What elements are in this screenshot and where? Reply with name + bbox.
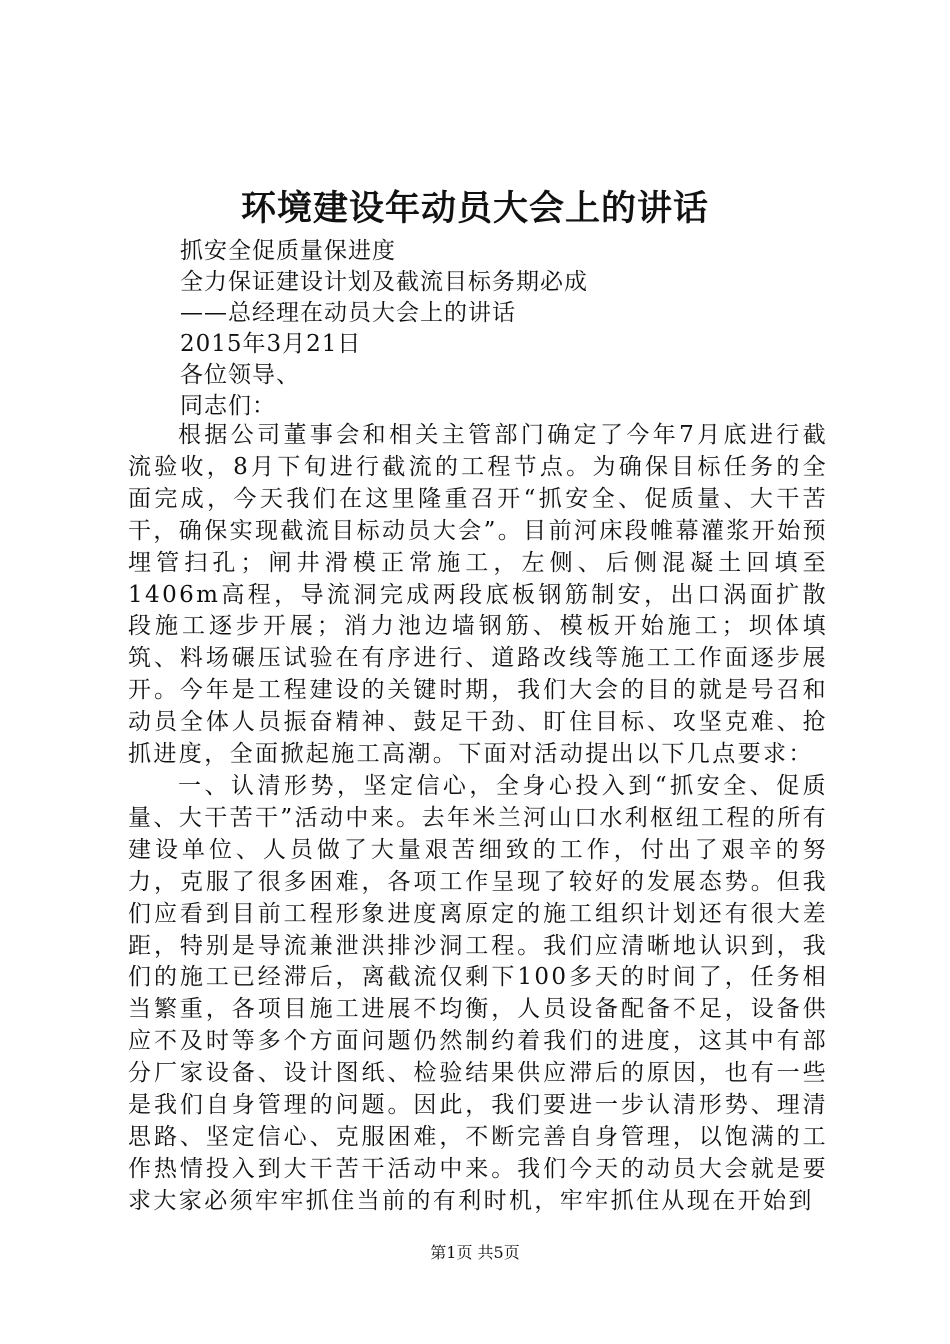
paragraph-intro: 根据公司董事会和相关主管部门确定了今年7月底进行截流验收，8月下旬进行截流的工程节点。为确保目标任务的全面完成，今天我们在这里隆重召开“抓安全、促质量、大干苦干，确保实现截流目标动员大会”。目前河床段帷幕灌浆开始预埋管扫孔；闸井滑模正常施工，左侧、后侧混凝土回填至1406m高程，导流洞完成两段底板钢筋制安，出口涡面扩散段施工逐步开展；消力池边墙钢筋、模板开始施工；坝体填筑、料场碾压试验在有序进行、道路改线等施工工作面逐步展开。今年是工程建设的关键时期，我们大会的目的就是号召和动员全体人员振奋精神、鼓足干劲、盯住目标、攻坚克难、抢抓进度，全面掀起施工高潮。下面对活动提出以下几点要求：	[128, 422, 828, 768]
header-block	[180, 236, 830, 422]
salutation-leaders: 各位领导、	[180, 362, 300, 388]
salutation-comrades: 同志们：	[180, 393, 276, 419]
body-text	[128, 420, 828, 1218]
subtitle-line-1: 抓安全促质量保进度	[180, 238, 396, 264]
paragraph-point-one: 一、认清形势，坚定信心，全身心投入到“抓安全、促质量、大干苦干”活动中来。去年米兰河山口水利枢纽工程的所有建设单位、人员做了大量艰苦细致的工作，付出了艰辛的努力，克服了很多困难，各项工作呈现了较好的发展态势。但我们应看到目前工程形象进度离原定的施工组织计划还有很大差距，特别是导流兼泄洪排沙洞工程。我们应清晰地认识到，我们的施工已经滞后，离截流仅剩下100多天的时间了，任务相当繁重，各项目施工进展不均衡，人员设备配备不足，设备供应不及时等多个方面问题仍然制约着我们的进度，这其中有部分厂家设备、设计图纸、检验结果供应滞后的原因，也有一些是我们自身管理的问题。因此，我们要进一步认清形势、理清思路、坚定信心、克服困难，不断完善自身管理，以饱满的工作热情投入到大干苦干活动中来。我们今天的动员大会就是要求大家必须牢牢抓住当前的有利时机，牢牢抓住从现在开始到	[128, 772, 828, 1214]
subtitle-line-2: 全力保证建设计划及截流目标务期必成	[180, 269, 588, 295]
speaker-line: ——总经理在动员大会上的讲话	[180, 300, 516, 326]
document-title: 环境建设年动员大会上的讲话	[240, 188, 709, 229]
page-footer: 第1页 共5页	[430, 1243, 520, 1262]
date-line: 2015年3月21日	[180, 331, 362, 357]
